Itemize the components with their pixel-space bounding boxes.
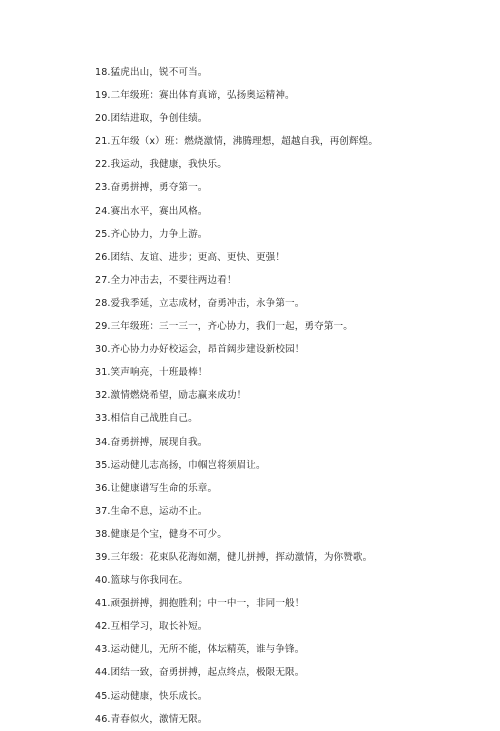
list-item: 40.篮球与你我同在。: [95, 575, 189, 587]
list-item: 29.三年级班：三一三一，齐心协力，我们一起，勇夺第一。: [95, 321, 353, 333]
list-item: 31.笑声响亮，十班最棒！: [95, 367, 208, 379]
list-item: 27.全力冲击去，不要往两边看！: [95, 274, 237, 286]
list-item: 18.猛虎出山，锐不可当。: [95, 67, 208, 78]
list-item: 28.爱我季延，立志成材，奋勇冲击，永争第一。: [95, 297, 305, 309]
list-item: 43.运动健儿，无所不能，体坛精英，谁与争锋。: [95, 644, 305, 656]
list-item: 42.互相学习，取长补短。: [95, 621, 208, 633]
list-item: 44.团结一致，奋勇拼搏，起点终点，极限无限。: [95, 667, 305, 679]
list-item: 24.赛出水平，赛出风格。: [95, 205, 208, 217]
list-item: 34.奋勇拼搏，展现自我。: [95, 436, 208, 448]
list-item: 30.齐心协力办好校运会，昂首阔步建设新校园！: [95, 344, 305, 356]
list-item: 21.五年级（x）班：燃烧激情，沸腾理想，超越自我，再创辉煌。: [95, 136, 379, 148]
list-item: 46.青春似火，激情无限。: [95, 713, 208, 725]
list-item: 33.相信自己战胜自己。: [95, 413, 198, 425]
list-item: 22.我运动，我健康，我快乐。: [95, 159, 227, 171]
list-item: 39.三年级：花束队花海如潮，健儿拼搏，挥动激情，为你赞歌。: [95, 551, 373, 563]
list-item: 20.团结进取，争创佳绩。: [95, 113, 208, 125]
list-item: 36.让健康谱写生命的乐章。: [95, 482, 218, 494]
list-item: 32.激情燃烧希望，励志赢来成功！: [95, 390, 247, 402]
list-item: 45.运动健康，快乐成长。: [95, 690, 208, 702]
list-item: 25.齐心协力，力争上游。: [95, 228, 208, 240]
slogan-list: [95, 61, 378, 731]
list-item: 37.生命不息，运动不止。: [95, 505, 208, 517]
list-item: 23.奋勇拼搏，勇夺第一。: [95, 182, 208, 194]
list-item: 41.顽强拼搏，拥抱胜利；中一中一，非同一般！: [95, 598, 305, 610]
list-item: 38.健康是个宝，健身不可少。: [95, 528, 227, 540]
list-item: 26.团结、友谊、进步；更高、更快、更强！: [95, 251, 286, 263]
list-item: 19.二年级班：赛出体育真谛，弘扬奥运精神。: [95, 90, 295, 102]
list-item: 35.运动健儿志高扬，巾帼岂将须眉让。: [95, 459, 266, 471]
